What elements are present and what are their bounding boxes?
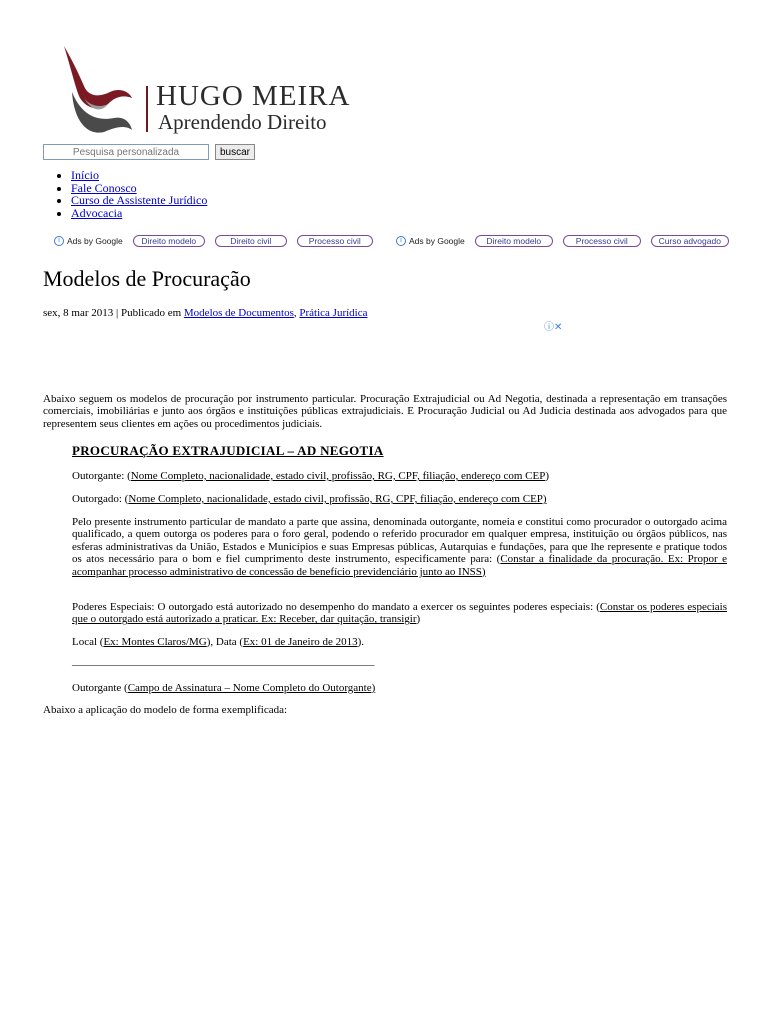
post-meta: sex, 8 mar 2013 | Publicado em Modelos de Documentos, Prática Jurídica [43,307,368,319]
page-title: Modelos de Procuração [43,266,251,291]
main-nav [43,169,207,219]
example-intro: Abaixo a aplicação do modelo de forma exemplificada: [43,704,288,716]
outorgado-line: Outorgado: (Nome Completo, nacionalidade, estado civil, profissão, RG, CPF, filiação, endereço com CEP) [72,493,547,505]
ad-link[interactable]: Direito modelo [133,235,205,247]
outorgante-line: Outorgante: (Nome Completo, nacionalidade, estado civil, profissão, RG, CPF, filiação, endereço com CEP) [72,470,550,482]
category-link[interactable]: Modelos de Documentos [183,307,294,319]
ad-links-group-1 [54,235,383,247]
ad-link[interactable]: Processo civil [563,235,641,247]
nav-item [71,207,207,220]
special-powers-paragraph: Poderes Especiais: O outorgado está autorizado no desempenho do mandato a exercer os seguintes poderes especiais: (Constar os poderes especiais que o outorgado está autorizado a praticar. Ex: Receber, dar quitação, transigir) [72,601,727,626]
local-date-line: Local (Ex: Montes Claros/MG), Data (Ex: 01 de Janeiro de 2013). [72,636,365,648]
category-link[interactable]: Prática Jurídica [299,307,368,319]
ads-by-google[interactable]: i Ads by Google [54,236,123,246]
mandate-paragraph: Pelo presente instrumento particular de mandato a parte que assina, denominada outorgante, nomeia e constitui como procurador o outorgado acima qualificado, a quem outorga os poderes para o foro geral, podendo o referido procurador em qualquer empresa, instituição ou órgãos públicos, nas esferas administrativas da União, Estados e Municípios e suas Empresas públicas, Autarquias e fundações, para que lhe represente e pratique todos os atos necessário para o bom e fiel cumprimento deste instrumento, especificamente para: (Constar a finalidade da procuração. Ex: Propor e acompanhar processo administrativo de concessão de benefício previdenciário junto ao INSS) [72,516,727,578]
ad-link[interactable]: Curso advogado [651,235,729,247]
intro-paragraph: Abaixo seguem os modelos de procuração por instrumento particular. Procuração Extrajudicial ou Ad Negotia, destinada a representação em transações comerciais, imobiliárias e junto aos órgãos e instituições públicas extrajudiciais. E Procuração Judicial ou Ad Judicia destinada aos advogados para que representem seus clientes em ações ou procedimentos judiciais. [43,393,727,430]
close-ad-icon[interactable]: ✕ [554,322,563,333]
logo-bird-icon [58,42,148,138]
search-button[interactable]: buscar [215,144,255,160]
logo-tagline: Aprendendo Direito [158,110,327,134]
signature-caption: Outorgante (Campo de Assinatura – Nome Completo do Outorgante) [72,682,376,694]
nav-link-curso[interactable]: Curso de Assistente Jurídico [71,193,208,207]
logo-name: HUGO MEIRA [156,80,351,112]
info-icon: i [396,236,406,246]
signature-line: _______________________________________________________ [72,655,375,667]
nav-link-inicio[interactable]: Início [71,168,99,182]
ad-link[interactable]: Processo civil [297,235,373,247]
ad-choices[interactable] [544,318,562,333]
adchoices-icon[interactable]: ⓘ [544,322,554,333]
nav-link-fale-conosco[interactable]: Fale Conosco [71,180,137,195]
site-logo[interactable] [58,42,358,138]
ads-by-google[interactable]: i Ads by Google [396,236,465,246]
logo-divider [146,86,148,132]
ad-links-group-2 [396,235,729,247]
section-heading: PROCURAÇÃO EXTRAJUDICIAL – AD NEGOTIA [72,443,384,458]
search-input[interactable] [43,144,209,160]
nav-link-advocacia[interactable]: Advocacia [71,205,123,220]
ad-link[interactable]: Direito civil [215,235,287,247]
ad-link[interactable]: Direito modelo [475,235,553,247]
search-form [43,144,255,162]
info-icon: i [54,236,64,246]
